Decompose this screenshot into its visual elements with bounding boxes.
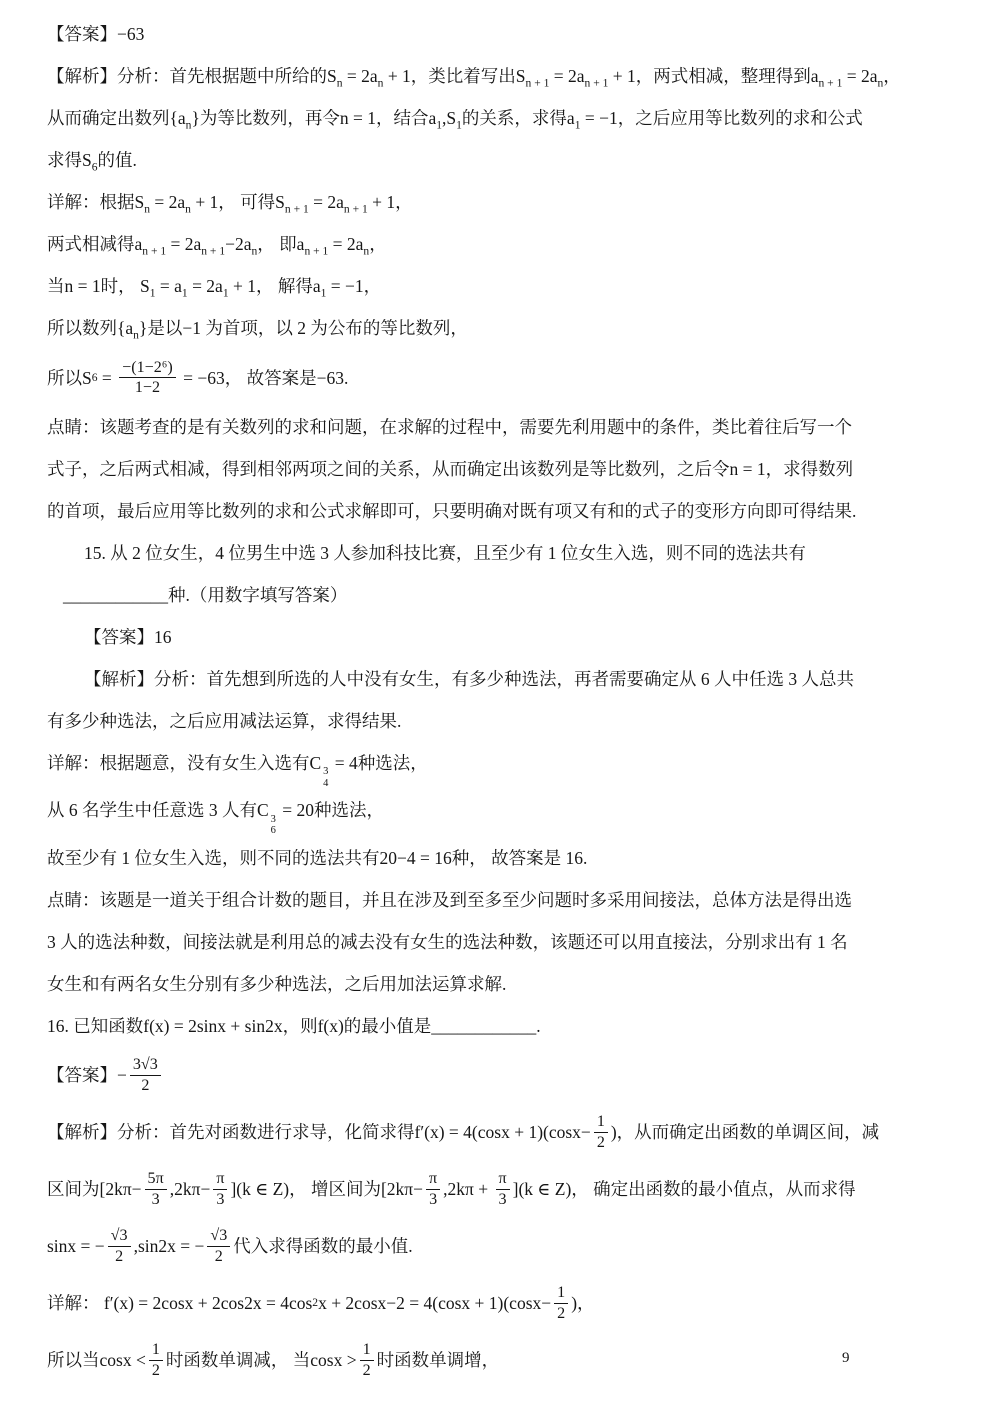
- subscript: n: [336, 77, 343, 90]
- fraction-denominator: 2: [214, 1247, 223, 1265]
- subscript: n: [185, 203, 191, 216]
- fraction: [119, 358, 176, 398]
- text-run: 求得S: [47, 150, 92, 170]
- text-run: + 1，两式相减，整理得到a: [608, 66, 819, 86]
- document-line: [47, 406, 992, 448]
- text-run: 当n = 1时， S: [47, 276, 150, 296]
- subscript: 1: [320, 287, 327, 300]
- document-line: [47, 97, 992, 139]
- text-run: 【解析】分析：首先对函数进行求导，化简求得f′(x) = 4(cosx + 1)(cosx−: [47, 1122, 591, 1143]
- subscript: n: [185, 119, 192, 132]
- fraction-numerator: π: [496, 1169, 510, 1189]
- text-run: 点睛：该题是一道关于组合计数的题目，并且在涉及到至多至少问题时多采用间接法，总体方法是得出选: [47, 889, 852, 910]
- fraction: [149, 1340, 163, 1380]
- fraction: [360, 1340, 374, 1380]
- text-run: 详解：根据题意，没有女生入选有C: [47, 753, 322, 773]
- text-run: ,sin2x = −: [133, 1236, 205, 1257]
- document-line: [47, 789, 992, 836]
- text-run: = 4种选法，: [330, 753, 428, 773]
- subscript: 1: [181, 287, 188, 300]
- text-run: = 2a: [166, 234, 202, 254]
- document-line: [47, 1047, 992, 1104]
- text-run: = 2a: [328, 234, 364, 254]
- document-line: 详解： f′(x) = 2cosx + 2cos2x = 4cos 2 x + 2cosx−2 = 4(cosx + 1)(cosx− $\frac{1}{2}$ )，: [47, 1275, 992, 1332]
- text-run: 的关系，求得a: [461, 108, 575, 128]
- subscript: 1: [456, 119, 462, 132]
- subscript: 1: [436, 119, 443, 132]
- text-run: )，: [571, 1293, 595, 1314]
- text-run: }为等比数列，再令n = 1，结合a: [191, 108, 437, 128]
- text-run: 故至少有 1 位女生入选，则不同的选法共有20−4 = 16种， 故答案是 16.: [47, 847, 588, 868]
- fraction-denominator: 2: [141, 1076, 150, 1094]
- document-line: [47, 139, 992, 181]
- subscript: n + 1: [304, 245, 329, 258]
- text-run: −2a: [225, 234, 252, 254]
- text-run: = a: [155, 276, 182, 296]
- text-run: 【解析】分析：首先根据题中所给的S: [47, 66, 337, 86]
- document-line: [47, 879, 992, 921]
- text-run: 所以数列{a: [47, 318, 134, 338]
- subscript: n: [877, 77, 884, 90]
- text-run: 两式相减得a: [47, 234, 143, 254]
- fraction-denominator: 3: [216, 1190, 225, 1208]
- fraction-denominator: 2: [557, 1304, 566, 1322]
- text-run: 式子，之后两式相减，得到相邻两项之间的关系，从而确定出该数列是等比数列，之后令n = 1，求得数列: [47, 459, 854, 479]
- subscript: n: [144, 203, 151, 216]
- fraction: [496, 1169, 510, 1209]
- document-line: [84, 616, 992, 658]
- text-run: 详解：根据S: [47, 192, 145, 212]
- text-run: 3 人的选法种数，间接法就是利用总的减去没有女生的选法种数，该题还可以用直接法，分别求出有 1 名: [47, 931, 848, 952]
- subscript: 6: [270, 825, 276, 837]
- document-line: [47, 223, 992, 265]
- superscript: 3: [270, 813, 276, 825]
- fraction-numerator: 1: [149, 1340, 163, 1360]
- fraction: [108, 1226, 131, 1266]
- document-line: [47, 307, 992, 349]
- document-line: [47, 1332, 992, 1389]
- fraction: [145, 1169, 167, 1209]
- document-line: [47, 13, 992, 55]
- document-line: [47, 742, 992, 789]
- text-run: = 2a: [549, 66, 585, 86]
- text-run: 【答案】−63: [47, 24, 145, 44]
- fraction-denominator: 3: [151, 1190, 160, 1208]
- document-line: [84, 532, 992, 574]
- text-run: = −1，之后应用等比数列的求和公式: [580, 108, 863, 128]
- text-run: 15. 从 2 位女生，4 位男生中选 3 人参加科技比赛，且至少有 1 位女生入选，则不同的选法共有: [84, 543, 806, 563]
- fraction-numerator: −(1−2⁶): [119, 358, 176, 378]
- text-run: 时函数单调减， 当cosx >: [165, 1350, 357, 1371]
- fraction-denominator: 2: [151, 1361, 160, 1379]
- document-line: [47, 963, 992, 1005]
- text-run: ,S: [442, 108, 457, 128]
- document-line: [47, 1104, 992, 1161]
- text-run: 点睛：该题考查的是有关数列的求和问题，在求解的过程中，需要先利用题中的条件，类比着往后写一个: [47, 417, 852, 437]
- fraction-numerator: 1: [554, 1283, 568, 1303]
- fraction: [207, 1226, 230, 1266]
- document-line: 所以S 6 = $\frac{\text{−(1−2⁶)}}{1-2}$ = −63， 故答案是−63.: [47, 349, 992, 406]
- text-run: = 2a: [842, 66, 878, 86]
- fraction-numerator: 3√3: [130, 1055, 161, 1075]
- fraction-denominator: 2: [596, 1133, 605, 1151]
- text-run: 从 6 名学生中任意选 3 人有C: [47, 800, 269, 821]
- subscript: 1: [222, 287, 229, 300]
- text-run: = 20种选法，: [277, 800, 385, 821]
- subscript: 4: [323, 777, 329, 789]
- text-run: 【答案】16: [84, 627, 172, 647]
- text-run: + 1， 可得S: [190, 192, 285, 212]
- subscript: 1: [574, 119, 581, 132]
- subscript: n + 1: [284, 203, 309, 216]
- document-line: [47, 837, 992, 879]
- fraction-numerator: √3: [108, 1226, 131, 1246]
- fraction-denominator: 1−2: [134, 379, 161, 396]
- fraction-numerator: π: [426, 1169, 440, 1189]
- subscript: n: [251, 245, 258, 258]
- fraction-denominator: 3: [429, 1190, 438, 1208]
- document-line: [47, 1005, 992, 1047]
- fraction: [594, 1112, 608, 1152]
- fraction-numerator: 1: [360, 1340, 374, 1360]
- text-run: = −1，: [326, 276, 382, 296]
- text-run: 16. 已知函数f(x) = 2sinx + sin2x，则f(x)的最小值是____________.: [47, 1015, 541, 1036]
- text-run: 的首项，最后应用等比数列的求和公式求解即可，只要明确对既有项又有和的式子的变形方向即可得结果.: [47, 501, 857, 521]
- document-line: [84, 658, 992, 700]
- text-run: 区间为[2kπ−: [47, 1179, 142, 1200]
- text-run: 【答案】−: [47, 1065, 127, 1086]
- text-run: = 2a: [187, 276, 223, 296]
- text-run: = 2a: [150, 192, 186, 212]
- document-line: [47, 921, 992, 963]
- text-run: sinx = −: [47, 1236, 105, 1257]
- text-run: 的值.: [97, 150, 137, 170]
- text-run: = 2a: [342, 66, 378, 86]
- text-run: 时函数单调增，: [376, 1350, 500, 1371]
- subscript: n + 1: [343, 203, 368, 216]
- subscript: 6: [91, 161, 98, 174]
- document-line: [47, 1161, 992, 1218]
- fraction-numerator: 5π: [145, 1169, 167, 1189]
- subscript: n + 1: [525, 77, 550, 90]
- subscript: n + 1: [584, 77, 609, 90]
- subscript: n: [133, 329, 139, 342]
- fraction-denominator: 2: [362, 1361, 371, 1379]
- page-number: 9: [842, 1350, 850, 1366]
- text-run: ,2kπ +: [443, 1179, 493, 1200]
- document-line: [63, 574, 992, 616]
- super-subscript: [323, 766, 328, 789]
- text-run: ____________种.（用数字填写答案）: [63, 585, 348, 605]
- document-line: [47, 490, 992, 532]
- document-line: [47, 700, 992, 742]
- document-line: [47, 265, 992, 307]
- text-run: ](k ∈ Z)， 确定出函数的最小值点，从而求得: [512, 1179, 856, 1200]
- text-run: )，从而确定出函数的单调区间，减: [610, 1122, 880, 1143]
- text-run: 代入求得函数的最小值.: [233, 1236, 413, 1257]
- super-subscript: [271, 814, 276, 837]
- document-line: [47, 181, 992, 223]
- fraction-numerator: √3: [207, 1226, 230, 1246]
- text-run: ，: [883, 66, 901, 86]
- text-run: 所以当cosx <: [47, 1350, 146, 1371]
- fraction-denominator: 2: [115, 1247, 124, 1265]
- fraction-denominator: 3: [498, 1190, 507, 1208]
- subscript: 1: [149, 287, 156, 300]
- text-run: }是以−1 为首项，以 2 为公布的等比数列，: [138, 318, 468, 338]
- document-line: [47, 1218, 992, 1275]
- text-run: = 2a: [308, 192, 344, 212]
- text-run: 详解： f′(x) = 2cosx + 2cos2x = 4cos: [47, 1293, 313, 1314]
- document-line: [47, 55, 992, 97]
- fraction-numerator: 1: [594, 1112, 608, 1132]
- text-run: 从而确定出数列{a: [47, 108, 186, 128]
- subscript: n + 1: [142, 245, 167, 258]
- text-run: x + 2cosx−2 = 4(cosx + 1)(cosx−: [318, 1293, 552, 1314]
- subscript: n: [363, 245, 370, 258]
- fraction: [426, 1169, 440, 1209]
- text-run: + 1，类比着写出S: [383, 66, 526, 86]
- text-run: 女生和有两名女生分别有多少种选法，之后用加法运算求解.: [47, 973, 507, 994]
- fraction: [554, 1283, 568, 1323]
- subscript: n + 1: [201, 245, 226, 258]
- text-run: 有多少种选法，之后应用减法运算，求得结果.: [47, 711, 402, 731]
- text-run: 所以S: [47, 367, 92, 388]
- fraction-numerator: π: [213, 1169, 227, 1189]
- text-run: ,2kπ−: [169, 1179, 211, 1200]
- text-run: 【解析】分析：首先想到所选的人中没有女生，有多少种选法，再者需要确定从 6 人中任选 3 人总共: [84, 669, 854, 689]
- text-run: ， 即a: [257, 234, 305, 254]
- subscript: n + 1: [818, 77, 843, 90]
- text-run: =: [97, 367, 117, 388]
- fraction: [213, 1169, 227, 1209]
- subscript: n: [377, 77, 384, 90]
- text-run: + 1，: [367, 192, 413, 212]
- text-run: + 1， 解得a: [228, 276, 321, 296]
- text-run: ](k ∈ Z)， 增区间为[2kπ−: [230, 1179, 424, 1200]
- text-run: = −63， 故答案是−63.: [178, 367, 349, 388]
- text-run: ，: [369, 234, 387, 254]
- superscript: 3: [323, 766, 329, 778]
- fraction: [130, 1055, 161, 1095]
- document-line: [47, 448, 992, 490]
